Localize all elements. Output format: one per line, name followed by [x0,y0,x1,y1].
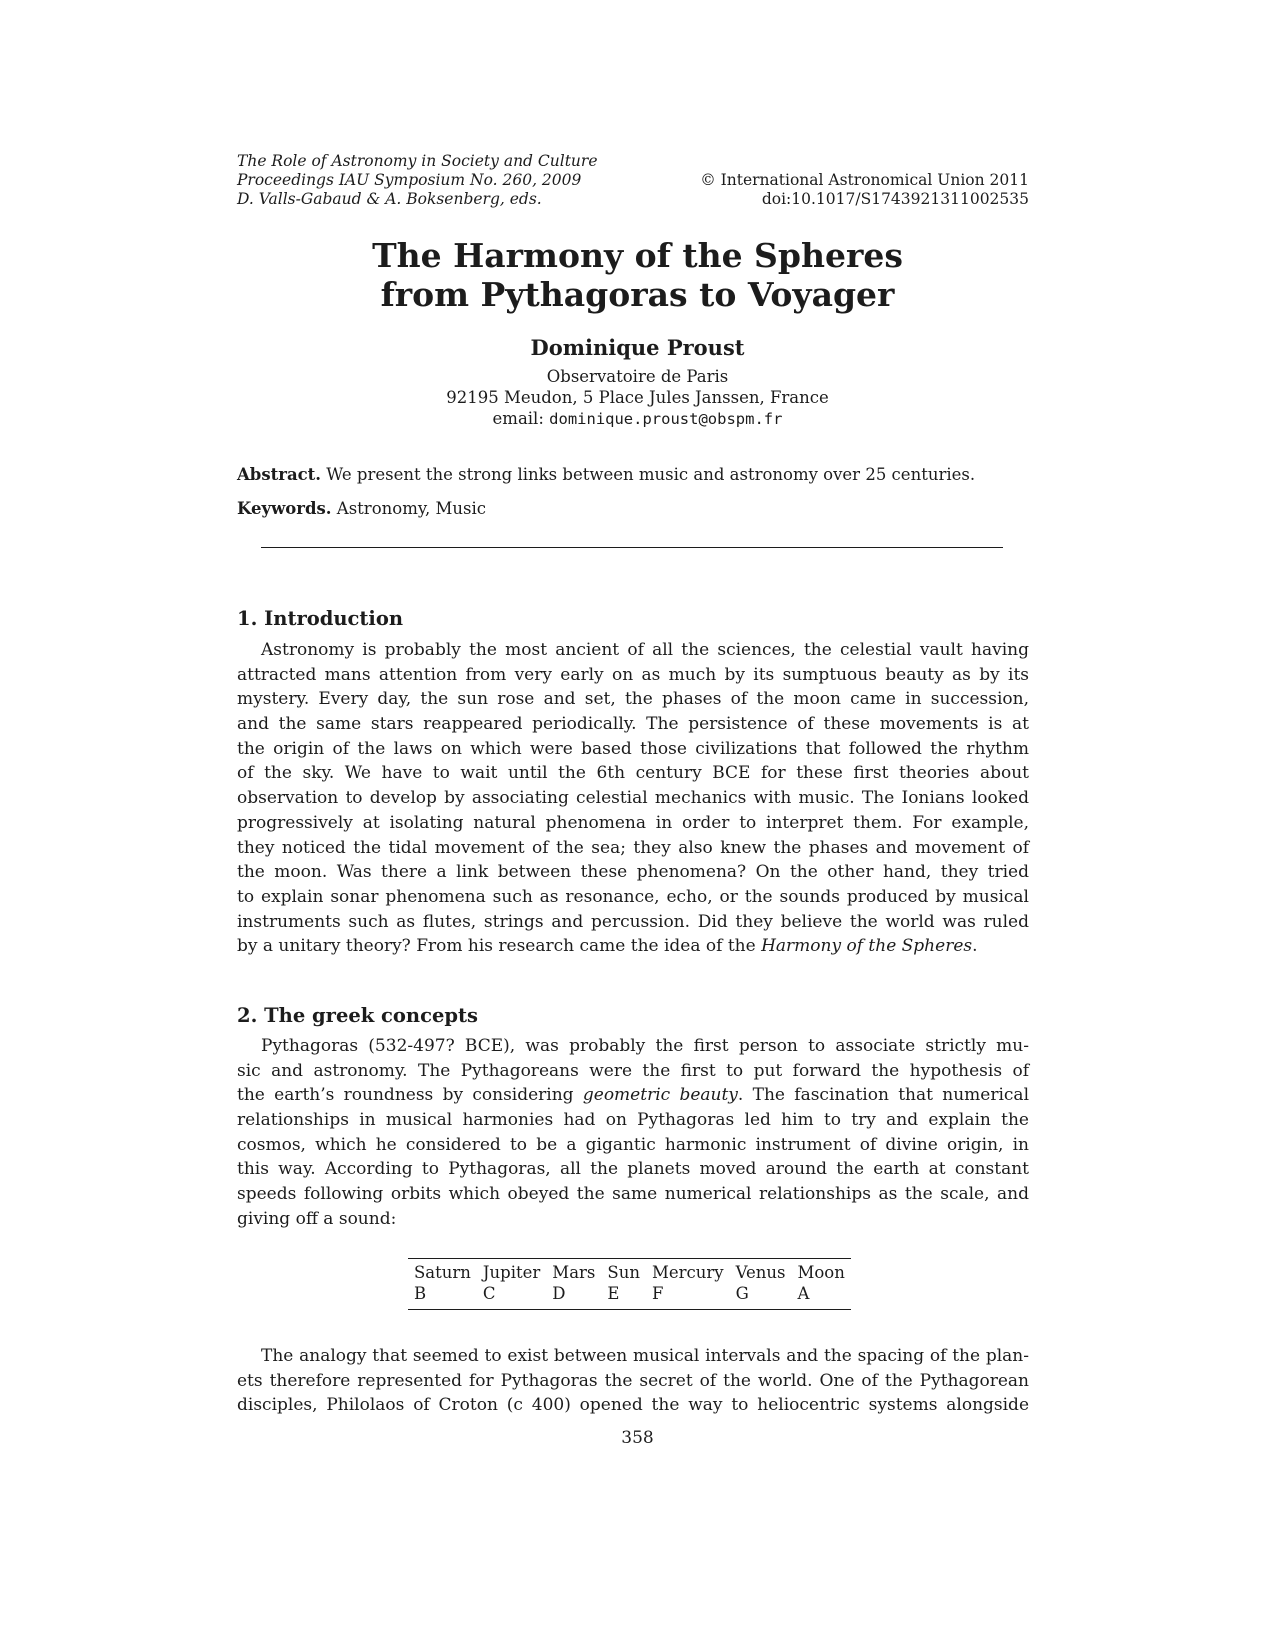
table-cell: C [482,1284,496,1303]
table-cell: F [651,1284,664,1303]
proceedings-line: Proceedings IAU Symposium No. 260, 2009 [237,171,582,189]
table-cell: B [414,1284,427,1303]
title-line: The Harmony of the Spheres [372,236,903,275]
paragraph-line [237,934,1029,959]
paragraph-line: observation to develop by associating celestial mechanics with music. The Ionians looked [237,788,1029,809]
paragraph-line: Astronomy is probably the most ancient of all the sciences, the celestial vault having [261,640,1029,660]
keywords-label: Keywords. [237,499,332,518]
paragraph-line: disciples, Philolaos of Croton (c 400) opened the way to heliocentric systems alongside [237,1395,1029,1416]
doi-line: doi:10.1017/S1743921311002535 [761,190,1029,208]
address: 92195 Meudon, 5 Place Jules Janssen, France [446,388,829,407]
table-cell: Moon [797,1263,845,1282]
paragraph-line: the origin of the laws on which were based those civilizations that followed the rhythm [237,738,1029,759]
author-affiliation [0,366,1275,430]
author-name: Dominique Proust [530,335,745,360]
table-cell: Jupiter [482,1263,541,1282]
table-cell: D [552,1284,566,1303]
paragraph-line: instruments such as flutes, strings and percussion. Did they believe the world was ruled [237,911,1029,932]
email-address: dominique.proust@obspm.fr [549,410,783,428]
table-cell: Venus [735,1263,786,1282]
paragraph-line: this way. According to Pythagoras, all the planets moved around the earth at constant [237,1159,1029,1180]
introduction-paragraph [237,638,1029,959]
table-cell: Mars [552,1263,596,1282]
paper-title [0,236,1275,314]
line-text: by a unitary theory? From his research came the idea of the [237,936,762,957]
italic-term: geometric beauty [582,1085,738,1106]
copyright-line: © International Astronomical Union 2011 [700,171,1029,189]
paragraph-line: ets therefore represented for Pythagoras the secret of the world. One of the Pythagorean [237,1370,1029,1391]
paragraph-line: Pythagoras (532-497? BCE), was probably the first person to associate strictly mu- [261,1036,1029,1056]
continuation-paragraph [237,1344,1029,1418]
institution: Observatoire de Paris [546,367,729,386]
paragraph-line: cosmos, which he considered to be a gigantic harmonic instrument of divine origin, in [237,1134,1029,1155]
table-cell: Saturn [414,1263,471,1282]
paragraph-line: and the same stars reappeared periodically. The persistence of these movements is at [237,714,1029,735]
table-row-notes [408,1283,851,1304]
paragraph-line: of the sky. We have to wait until the 6th century BCE for these first theories about [237,763,1029,784]
page-number: 358 [621,1428,654,1448]
email-label: email: [492,409,544,428]
paragraph-line: to explain sonar phenomena such as resonance, echo, or the sounds produced by musical [237,886,1029,907]
section-heading-greek-concepts: 2. The greek concepts [237,1004,479,1027]
section-heading-introduction: 1. Introduction [237,607,404,630]
line-text: . [972,936,978,957]
email-line [0,408,1275,430]
paragraph-line: speeds following orbits which obeyed the same numerical relationships as the scale, and [237,1184,1029,1205]
table-bottom-rule [408,1304,851,1310]
paragraph-line [237,1083,1029,1108]
paragraph-line: The analogy that seemed to exist between musical intervals and the spacing of the plan- [261,1346,1029,1366]
table-cell: G [735,1284,749,1303]
line-text: the earth’s roundness by considering [237,1085,583,1106]
greek-concepts-paragraph [237,1034,1029,1232]
paragraph-line: progressively at isolating natural phenomena in order to interpret them. For example, [237,812,1029,833]
italic-term: Harmony of the Spheres [761,936,973,957]
line-text: . The fascination that numerical [737,1085,1030,1106]
table-cell: Mercury [651,1263,724,1282]
planet-note-table [408,1258,851,1310]
paragraph-line: the moon. Was there a link between these phenomena? On the other hand, they tried [237,862,1029,883]
paragraph-line: relationships in musical harmonies had on Pythagoras led him to try and explain the [237,1110,1029,1131]
proceedings-line: The Role of Astronomy in Society and Culture [237,152,598,170]
table-cell: E [607,1284,620,1303]
abstract-divider [261,547,1003,548]
table-row-planets [408,1262,851,1283]
copyright-info [700,171,1029,209]
paragraph-line: mystery. Every day, the sun rose and set, the phases of the moon came in succession, [237,689,1029,710]
paragraph-line: giving off a sound: [237,1208,397,1229]
paragraph-line: they noticed the tidal movement of the sea; they also knew the phases and movement of [237,837,1029,858]
keywords-text: Astronomy, Music [336,499,486,518]
keywords [237,499,1029,518]
table-cell: A [797,1284,810,1303]
abstract [237,465,1029,484]
table-cell: Sun [607,1263,640,1282]
paragraph-line: attracted mans attention from very early on as much by its sumptuous beauty as by its [237,664,1029,685]
abstract-text: We present the strong links between music and astronomy over 25 centuries. [326,465,976,484]
paragraph-line: sic and astronomy. The Pythagoreans were the first to put forward the hypothesis of [237,1060,1029,1081]
proceedings-info [237,152,598,209]
proceedings-line: D. Valls-Gabaud & A. Boksenberg, eds. [237,190,542,208]
abstract-label: Abstract. [237,465,322,484]
title-line: from Pythagoras to Voyager [380,275,895,314]
